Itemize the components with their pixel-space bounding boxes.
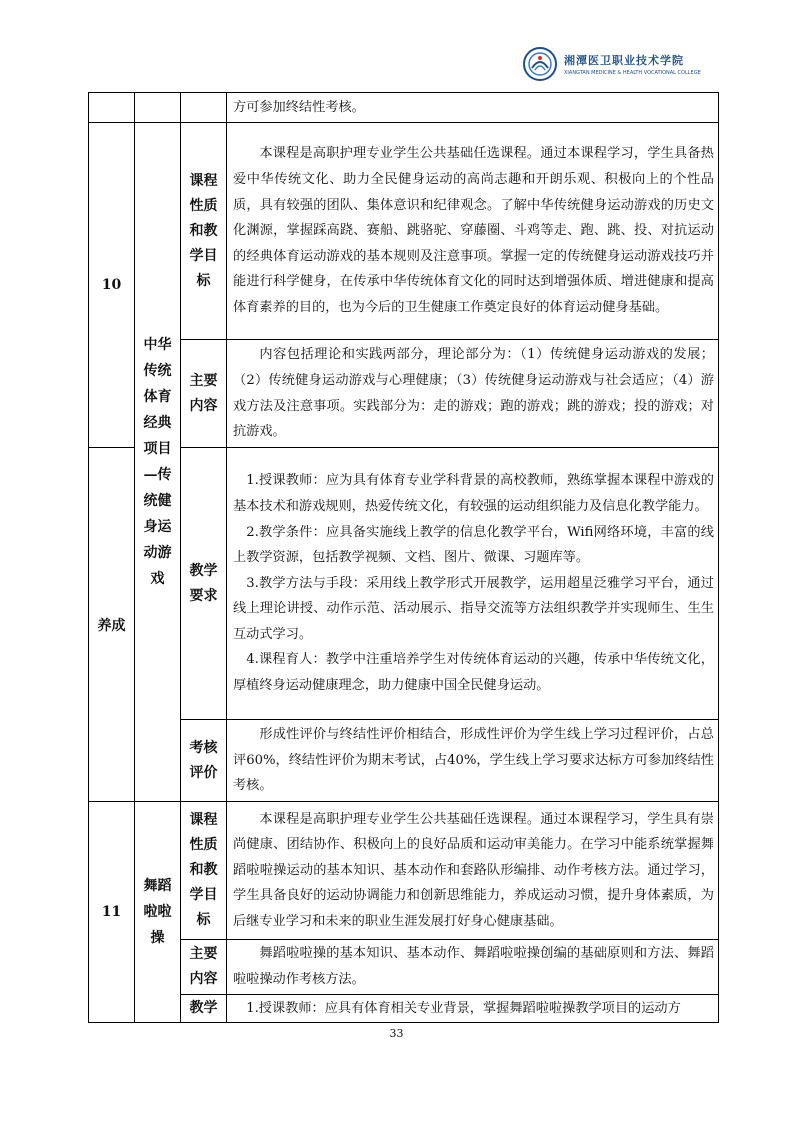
requirement-text: 1.授课教师：应具有体育相关专业背景，掌握舞蹈啦啦操教学项目的运动方	[246, 1000, 681, 1016]
requirement-item: 2.教学条件：应具备实施线上教学的信息化教学平台，Wifi网络环境，丰富的线上教学资源，包括教学视频、文档、图片、微课、习题库等。	[233, 524, 714, 566]
nature-text: 本课程是高职护理专业学生公共基础任选课程。通过本课程学习，学生具有崇尚健康、团结协作、积极向上的良好品质和运动审美能力。在学习中能系统掌握舞蹈啦啦操运动的基本知识、基本动作和套路队形编排、动作考核方法。通过学习，学生具备良好的运动协调能力和创新思维能力，养成运动习惯，提升身体素质，为后继专业学习和未来的职业生涯发展打好身心健康基础。	[233, 811, 714, 929]
course-category: 养成	[89, 448, 135, 802]
label-line: 标	[196, 912, 211, 928]
label-line: 学目	[189, 247, 218, 264]
label-line: 内容	[189, 971, 218, 987]
course-name-cell	[135, 123, 181, 802]
requirement-item: 1.授课教师：应为具有体育专业学科背景的高校教师，熟练掌握本课程中游戏的基本技术和游戏规则，热爱传统文化，有较强的运动组织能力及信息化教学能力。	[233, 473, 714, 514]
course-name-line: 传统	[143, 363, 172, 379]
label-line: 内容	[189, 397, 218, 414]
table-row	[89, 448, 719, 720]
label-line: 教学	[189, 562, 218, 579]
nature-text: 本课程是高职护理专业学生公共基础任选课程。通过本课程学习，学生具备热爱中华传统文化、助力全民健身运动的高尚志趣和开朗乐观、积极向上的个性品质，具有较强的团队、集体意识和纪律观念。了解中华传统健身运动游戏的历史文化渊源，掌握踩高跷、赛船、跳骆驼、穿藤圈、斗鸡等走、跑、跳、投、对抗运动的经典体育运动游戏的基本规则及注意事项。掌握一定的传统健身运动游戏技巧并能进行科学健身，在传承中华传统体育文化的同时达到增强体质、增进健康和提高体育素养的目的，也为今后的卫生健康工作奠定良好的体育运动健身基础。	[233, 146, 714, 315]
label-line: 性质	[189, 837, 218, 853]
label-line: 课程	[189, 172, 218, 189]
course-number: 10	[89, 123, 135, 448]
course-name-line: 中华	[143, 337, 172, 353]
table-row	[89, 802, 719, 940]
label-line: 要求	[189, 587, 218, 604]
content-text: 舞蹈啦啦操的基本知识、基本动作、舞蹈啦啦操创编的基础原则和方法、舞蹈啦啦操动作考核方法。	[233, 946, 714, 987]
label-line: 教学	[189, 1000, 218, 1016]
course-name-line: 舞蹈	[143, 878, 172, 894]
label-line: 评价	[189, 764, 218, 781]
course-name-line: 动游	[143, 545, 172, 561]
content-label	[181, 369, 226, 419]
page-number: 33	[389, 1027, 404, 1040]
label-line: 学目	[189, 887, 218, 903]
course-table	[88, 92, 719, 1023]
course-name-line: —传	[143, 467, 172, 483]
label-line: 和教	[189, 862, 218, 878]
assessment-text: 形成性评价与终结性评价相结合，形成性评价为学生线上学习过程评价，占总评60%，终结性评价为期末考试，占40%，学生线上学习要求达标方可参加终结性考核。	[233, 727, 714, 794]
requirement-label	[181, 559, 226, 609]
nature-label	[181, 169, 226, 294]
content-label	[181, 942, 226, 992]
course-name-line: 经典	[143, 415, 172, 431]
label-line: 主要	[189, 372, 218, 389]
table-row	[89, 940, 719, 995]
school-name-en: XIANGTAN MEDICINE & HEALTH VOCATIONAL COLLEGE	[564, 70, 701, 76]
requirement-list	[227, 468, 718, 698]
table-row	[89, 995, 719, 1023]
label-line: 课程	[189, 812, 218, 828]
nature-label	[181, 808, 226, 933]
course-name-line: 操	[150, 930, 165, 946]
top-row-text: 方可参加终结性考核。	[233, 99, 365, 115]
course-name	[135, 873, 180, 951]
table-row	[89, 720, 719, 802]
label-line: 考核	[189, 739, 218, 756]
course-name	[135, 332, 180, 592]
label-line: 和教	[189, 222, 218, 239]
course-name-line: 体育	[143, 389, 172, 405]
table-row	[89, 123, 719, 340]
course-name-line: 啦啦	[143, 904, 172, 920]
requirement-label	[181, 996, 226, 1021]
school-emblem-icon	[522, 46, 558, 82]
course-number: 11	[89, 802, 135, 1023]
school-logo	[522, 44, 727, 84]
course-name-cell	[135, 802, 181, 1023]
label-line: 主要	[189, 946, 218, 962]
content-text: 内容包括理论和实践两部分，理论部分为：（1）传统健身运动游戏的发展；（2）传统健身运动游戏与心理健康；（3）传统健身运动游戏与社会适应；（4）游戏方法及注意事项。实践部分为：走的游戏；跑的游戏；跳的游戏；投的游戏；对抗游戏。	[233, 347, 714, 440]
school-name-cn: 湘潭医卫职业技术学院	[564, 54, 684, 67]
course-name-line: 统健	[143, 493, 172, 509]
table-row	[89, 93, 719, 123]
assessment-label	[181, 736, 226, 786]
table-row	[89, 340, 719, 448]
course-name-line: 戏	[150, 571, 165, 587]
course-name-line: 项目	[143, 441, 172, 457]
course-name-line: 身运	[143, 519, 172, 535]
label-line: 标	[196, 272, 211, 289]
label-line: 性质	[189, 197, 218, 214]
requirement-item: 4.课程育人：教学中注重培养学生对传统体育运动的兴趣，传承中华传统文化，厚植终身运动健康理念，助力健康中国全民健身运动。	[233, 652, 714, 694]
requirement-item: 3.教学方法与手段：采用线上教学形式开展教学，运用超星泛雅学习平台，通过线上理论讲授、动作示范、活动展示、指导交流等方法组织教学并实现师生、生生互动式学习。	[233, 575, 714, 642]
